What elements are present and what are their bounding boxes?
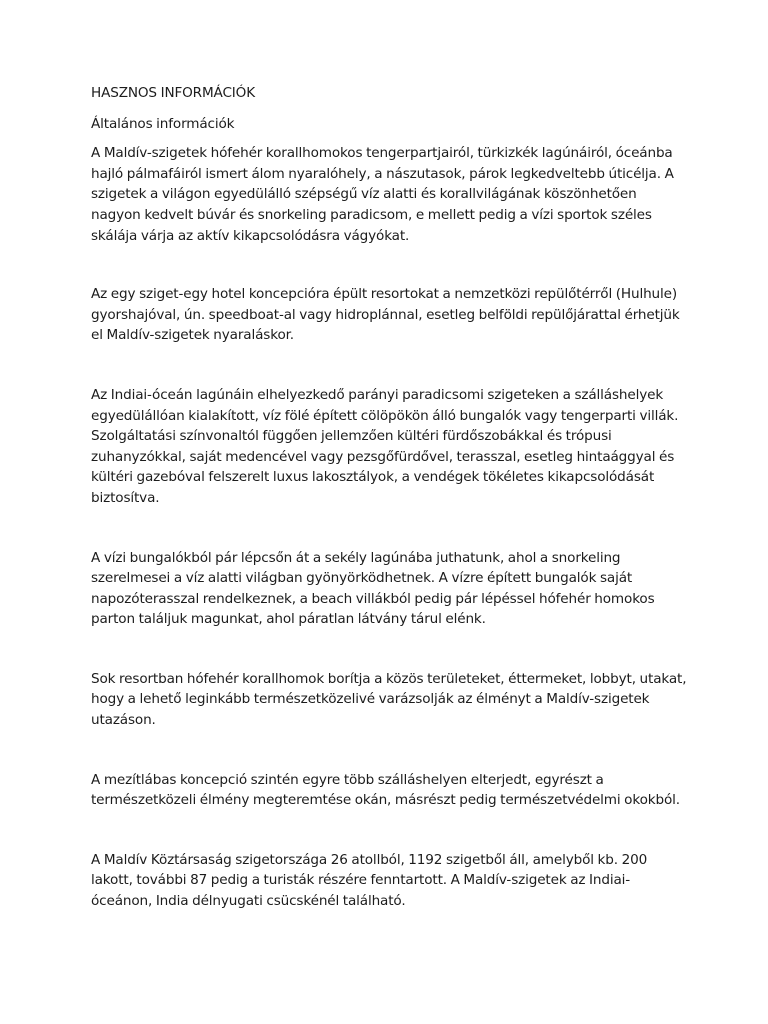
paragraph-transport: Az egy sziget-egy hotel koncepcióra épült resortokat a nemzetközi repülőtérről (Hulhule) gyorshajóval, ún. speedboat-al vagy hidroplánnal, esetleg belföldi repülőjárattal érhetjük el Maldív-szigetek nyaraláskor. [91, 286, 680, 344]
paragraph-barefoot: A mezítlábas koncepció szintén egyre több szálláshelyen elterjedt, egyrészt a természetközeli élmény megteremtése okán, másrészt pedig természetvédelmi okokból. [91, 771, 680, 809]
paragraph-accommodation: Az Indiai-óceán lagúnáin elhelyezkedő parányi paradicsomi szigeteken a szálláshelyek egyedülállóan kialakított, víz fölé épített cölöpökön álló bungalók vagy tengerparti villák. Szolgáltatási színvonaltól függően jellemzően kültéri fürdőszobákkal és trópusi zuhanyzókkal, saját medencével vagy pezsgőfürdővel, terasszal, esetleg hintaággyal és kültéri gazebóval felszerelt luxus lakosztályok, a vendégek tökéletes kikapcsolódását biztosítva. [91, 386, 679, 506]
section-heading: Általános információk [91, 115, 235, 132]
document-title: HASZNOS INFORMÁCIÓK [91, 85, 255, 101]
paragraph-water-bungalows: A vízi bungalókból pár lépcsőn át a sekély lagúnába juthatunk, ahol a snorkeling szerelmesei a víz alatti világban gyönyörködhetnek. A vízre épített bungalók saját napozóterasszal rendelkeznek, a beach villákból pedig pár lépéssel hófehér homokos parton találjuk magunkat, ahol páratlan látvány tárul elénk. [91, 549, 655, 628]
paragraph-intro: A Maldív-szigetek hófehér korallhomokos tengerpartjairól, türkizkék lagúnáiról, óceánba hajló pálmafáiról ismert álom nyaralóhely, a nászutasok, párok legkedveltebb úticélja. A szigetek a világon egyedülálló szépségű víz alatti és korallvilágának köszönhetően nagyon kedvelt búvár és snorkeling paradicsom, e mellett pedig a vízi sportok széles skálája várja az aktív kikapcsolódásra vágyókat. [91, 145, 674, 244]
paragraph-geography: A Maldív Köztársaság szigetországa 26 atollból, 1192 szigetből áll, amelyből kb. 200 lakott, további 87 pedig a turisták részére fenntartott. A Maldív-szigetek az Indiai-óceánon, India délnyugati csücskénél található. [91, 851, 648, 910]
document-body [91, 83, 687, 951]
paragraph-coral-sand: Sok resortban hófehér korallhomok borítja a közös területeket, éttermeket, lobbyt, utakat, hogy a lehető leginkább természetközelivé varázsolják az élményt a Maldív-szigetek utazáson. [91, 670, 687, 729]
